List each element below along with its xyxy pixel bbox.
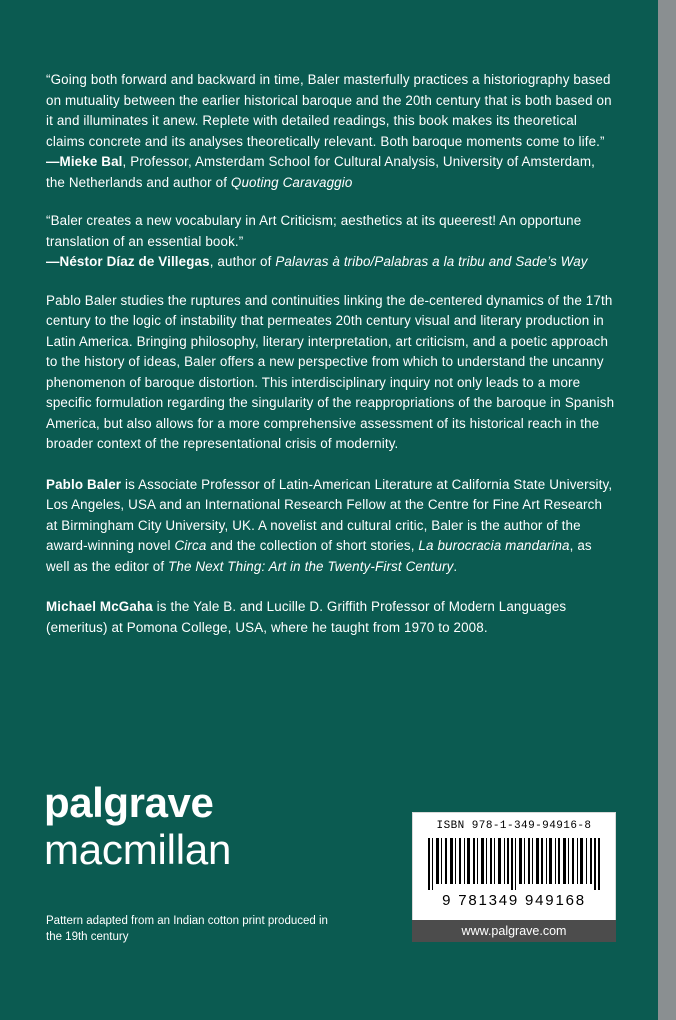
- translator-biography: [46, 597, 616, 638]
- author-work-title-1: Circa: [174, 538, 207, 553]
- blurb-quote-2: [46, 211, 616, 273]
- publisher-url: www.palgrave.com: [412, 920, 616, 942]
- blurb-attrib-2-title: Palavras à tribo/Palabras a la tribu and Sade’s Way: [275, 254, 588, 269]
- translator-bio-text: is the Yale B. and Lucille D. Griffith Professor of Modern Languages (emeritus) at Pomona College, USA, where he taught from 1970 to 2008.: [46, 599, 567, 635]
- barcode-digits: 9 781349 949168: [442, 892, 586, 909]
- blurb-attrib-2-rest: , author of: [209, 254, 276, 269]
- book-description: Pablo Baler studies the ruptures and continuities linking the de-centered dynamics of the 17th century to the logic of instability that permeates 20th century visual and literary production in Latin America. Bringing philosophy, literary interpretation, art criticism, and a poetic approach to the history of ideas, Baler offers a new perspective from which to understand the uncanny phenomenon of baroque distortion. This interdisciplinary inquiry not only leads to a more specific formulation regarding the singularity of the reappropriations of the baroque in Spanish America, but also allows for a more comprehensive assessment of its historical reach in the broader context of the representational crisis of modernity.: [46, 292, 615, 451]
- blurb-quote-2-text: “Baler creates a new vocabulary in Art Criticism; aesthetics at its queerest! An opportune translation of an essential book.”: [46, 213, 582, 249]
- blurb-attrib-1-rest: , Professor, Amsterdam School for Cultural Analysis, University of Amsterdam, the Netherlands and author of: [46, 154, 595, 190]
- blurb-quote-1: [46, 70, 616, 193]
- author-bio-part-2: and the collection of short stories,: [206, 538, 419, 553]
- publisher-logo-line-2: macmillan: [44, 826, 232, 873]
- translator-name: Michael McGaha: [46, 599, 153, 614]
- author-work-title-3: The Next Thing: Art in the Twenty-First Century: [168, 558, 454, 574]
- blurb-attrib-1-name: —Mieke Bal: [46, 154, 123, 169]
- author-name: Pablo Baler: [46, 476, 122, 492]
- author-bio-part-3: , as well as the editor of: [46, 538, 592, 574]
- blurb-attrib-2-name: —Néstor Díaz de Villegas: [46, 254, 210, 269]
- blurb-attrib-1-title: Quoting Caravaggio: [230, 174, 353, 190]
- isbn-text: ISBN 978-1-349-94916-8: [436, 820, 592, 832]
- publisher-logo-line-1: palgrave: [44, 779, 214, 826]
- blurb-quote-1-text: “Going both forward and backward in time, Baler masterfully practices a historiography based on mutuality between the earlier historical baroque and the 20th century that is both based on it and illuminates it anew. Replete with detailed readings, this book makes its theoretical claims concrete and its analyses theoretically relevant. Both baroque moments come to life.”: [46, 72, 612, 149]
- pattern-credit-note: Pattern adapted from an Indian cotton print produced in the 19th century: [46, 915, 328, 943]
- author-work-title-2: La burocracia mandarina: [418, 538, 570, 553]
- author-bio-part-1: is Associate Professor of Latin-American Literature at California State University, Los Angeles, USA and an International Research Fellow at the Centre for Fine Art Research at Birmingham City University, UK. A novelist and cultural critic, Baler is the author of the award-winning novel: [46, 476, 613, 553]
- cover-edge-strip: [658, 0, 676, 1020]
- author-bio-part-4: .: [453, 558, 458, 574]
- publisher-logo: [44, 779, 344, 877]
- barcode-icon: [428, 838, 600, 890]
- back-cover-text-block: [46, 70, 616, 638]
- author-biography: [46, 475, 616, 578]
